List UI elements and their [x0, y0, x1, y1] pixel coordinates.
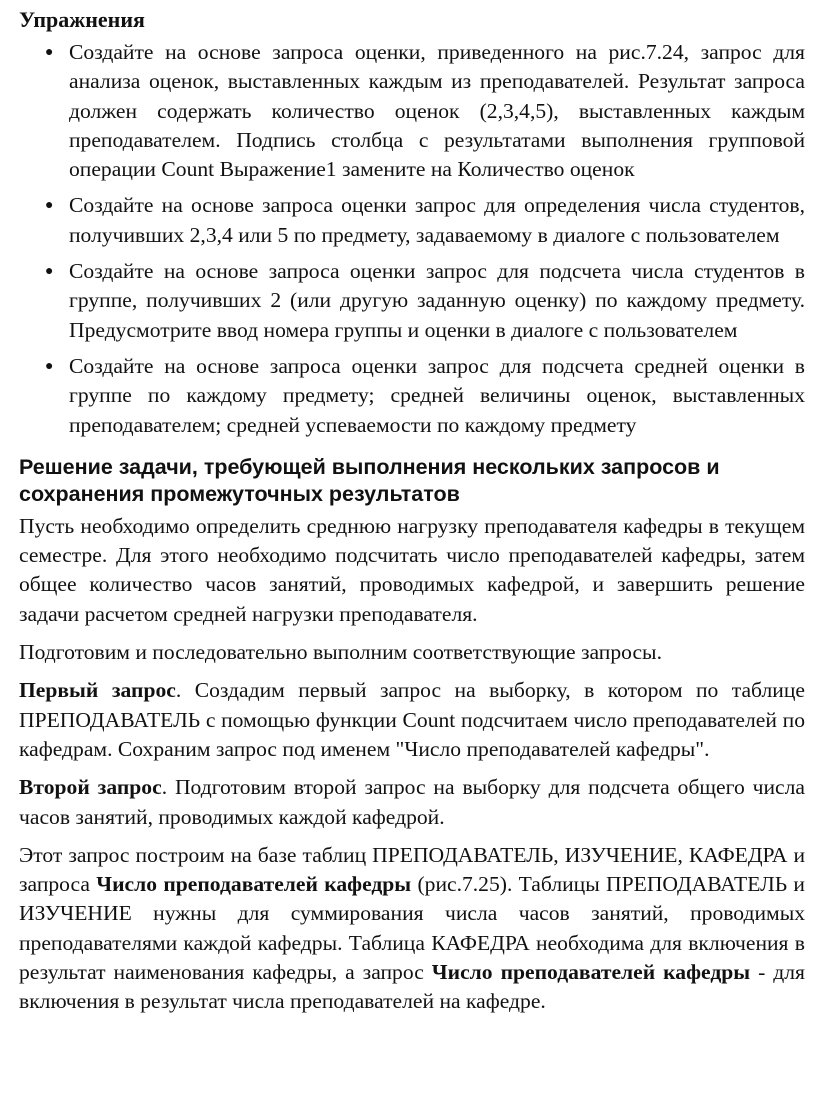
bullet-icon: ●: [45, 358, 54, 374]
list-item: [45, 191, 805, 250]
bullet-icon: ●: [45, 45, 54, 60]
paragraph-text: Этот запрос построим на базе таблиц ПРЕПОДАВАТЕЛЬ, ИЗУЧЕНИЕ, КАФЕДРА и запроса: [19, 842, 805, 897]
list-item: [45, 257, 805, 345]
paragraph-text: - для включения в результат числа преподавателей на кафедре.: [19, 960, 805, 1014]
second-query-label: Второй запрос: [19, 775, 162, 800]
exercise-text: Создайте на основе запроса оценки, приведенного на рис.7.24, запрос для анализа оценок, выставленных каждым из преподавателей. Результат запроса должен содержать количество оценок (2,3,4,5), выставленных каждым преподавателем. Подпись столбца с результатами выполнения групповой операции Count Выражение1 замените на Количество оценок: [69, 40, 805, 182]
exercise-text: Создайте на основе запроса оценки запрос для подсчета числа студентов в группе, получивших 2 (или другую заданную оценку) по каждому предмету. Предусмотрите ввод номера группы и оценки в диалоге с пользователем: [69, 259, 805, 342]
list-item: [45, 352, 805, 440]
exercises-list: [19, 38, 805, 440]
document-page: [19, 6, 805, 1026]
paragraph-text: Подготовим и последовательно выполним соответствующие запросы.: [19, 640, 662, 665]
exercises-heading: Упражнения: [19, 7, 145, 32]
paragraph-intro: [19, 512, 805, 629]
bullet-icon: ●: [45, 264, 54, 280]
first-query-label: Первый запрос: [19, 678, 176, 703]
paragraph-second-query: [19, 773, 805, 832]
query-name-bold: Число преподавателей кафедры: [96, 872, 412, 897]
list-item: [45, 38, 805, 184]
exercise-text: Создайте на основе запроса оценки запрос для определения числа студентов, получивших 2,3,4 или 5 по предмету, задаваемому в диалоге с пользователем: [69, 193, 805, 247]
bullet-icon: ●: [45, 198, 54, 214]
exercise-text: Создайте на основе запроса оценки запрос для подсчета средней оценки в группе по каждому предмету; средней величины оценок, выставленных преподавателем; средней успеваемости по каждому предмету: [69, 353, 805, 437]
paragraph-text: (рис.7.25). Таблицы ПРЕПОДАВАТЕЛЬ и ИЗУЧЕНИЕ нужны для суммирования числа часов занятий, проводимых преподавателями каждой кафедры. Таблица КАФЕДРА необходима для включения в результат наименования кафедры, а запрос: [19, 872, 805, 985]
paragraph-text: . Создадим первый запрос на выборку, в котором по таблице ПРЕПОДАВАТЕЛЬ с помощью функции Count подсчитаем число преподавателей по кафедрам. Сохраним запрос под именем "Число преподавателей кафедры".: [19, 678, 805, 761]
paragraph-first-query: [19, 676, 805, 764]
paragraph-text: Пусть необходимо определить среднюю нагрузку преподавателя кафедры в текущем семестре. Для этого необходимо подсчитать число преподавателей кафедры, затем общее количество часов занятий, проводимых кафедрой, и завершить решение задачи расчетом средней нагрузки преподавателя.: [19, 513, 805, 626]
paragraph-prepare: [19, 638, 805, 667]
paragraph-text: . Подготовим второй запрос на выборку для подсчета общего числа часов занятий, проводимых каждой кафедрой.: [19, 775, 805, 829]
query-name-bold: Число преподавателей кафедры: [431, 960, 751, 985]
section-title: Решение задачи, требующей выполнения нескольких запросов и сохранения промежуточных результатов: [19, 454, 720, 506]
paragraph-query-build: [19, 841, 805, 1017]
